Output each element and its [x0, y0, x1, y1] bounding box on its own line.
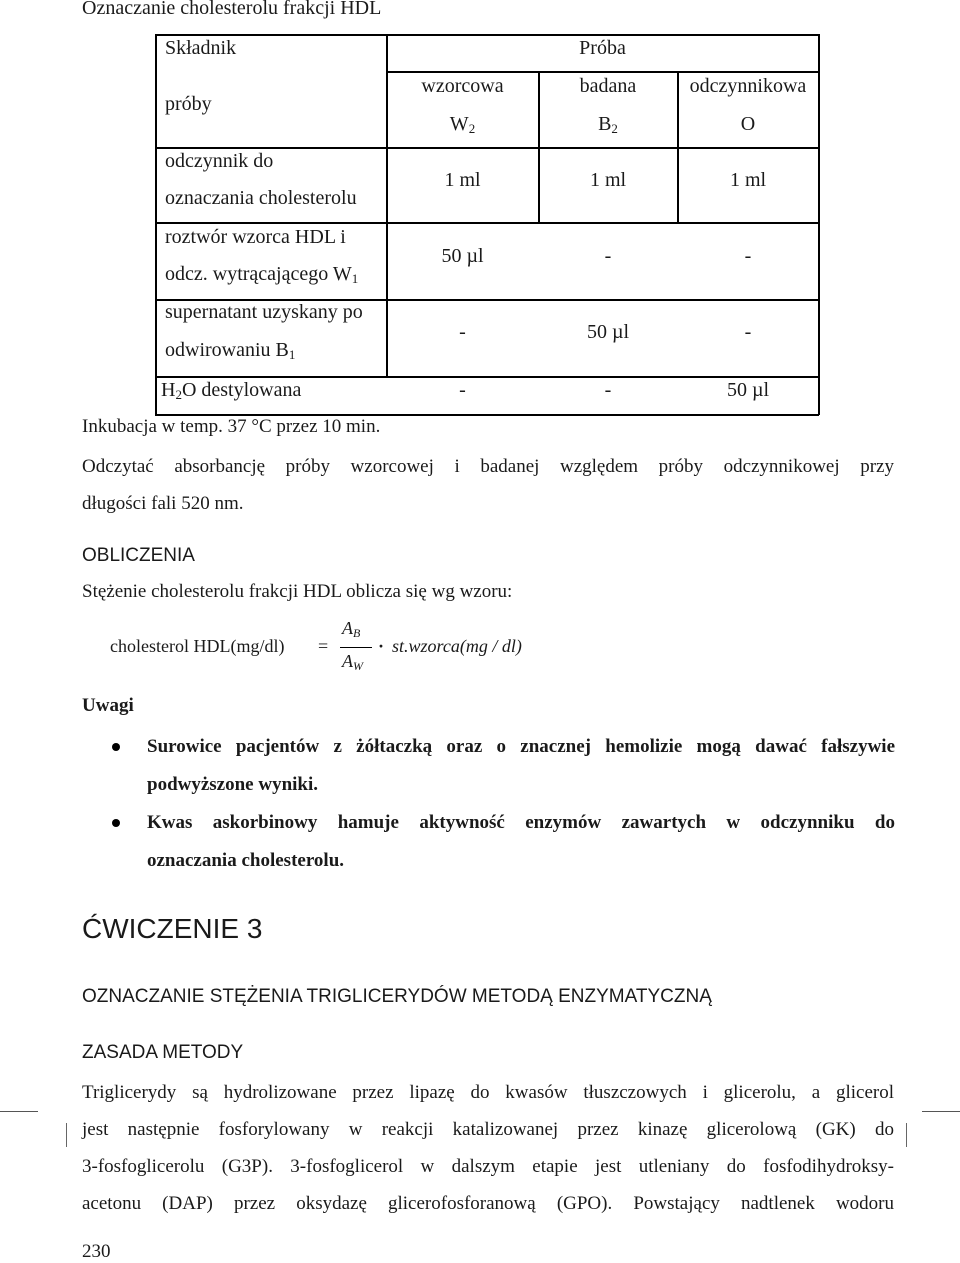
sample-col-code: O [740, 113, 756, 135]
notes-heading: Uwagi [82, 695, 134, 716]
formula-lhs: cholesterol HDL(mg/dl) [110, 636, 285, 656]
bullet-icon [112, 819, 120, 827]
text-line: Triglicerydy są hydrolizowane przez lipazę do kwasów tłuszczowych i glicerolu, a glicerol [82, 1082, 894, 1103]
table-cell: 50 µl [726, 379, 770, 401]
page-number: 230 [82, 1241, 111, 1262]
exercise-subtitle: OZNACZANIE STĘŻENIA TRIGLICERYDÓW METODĄ ENZYMATYCZNĄ [82, 986, 712, 1007]
notes-list [110, 728, 895, 880]
bullet-icon [112, 743, 120, 751]
principle-heading: ZASADA METODY [82, 1042, 244, 1063]
text-line: podwyższone wyniki. [147, 774, 319, 795]
table-cell: - [459, 321, 466, 343]
reagent-table [155, 34, 819, 415]
row-label: odcz. wytrącającego $W_1$ [165, 263, 359, 286]
calc-intro: Stężenie cholesterolu frakcji HDL oblicza się wg wzoru: [82, 581, 513, 602]
list-item [110, 804, 895, 880]
fraction-bar [340, 647, 372, 648]
principle-paragraph [82, 1074, 894, 1222]
table-cell: - [459, 379, 466, 401]
list-item [110, 728, 895, 804]
table-cell: 1 ml [444, 169, 481, 191]
row-label: odwirowaniu $B_1$ [165, 339, 296, 362]
hdl-formula [108, 618, 668, 684]
row-label: odczynnik do [165, 150, 274, 172]
section-title: Oznaczanie cholesterolu frakcji HDL [82, 0, 382, 19]
sample-col-name: badana [579, 75, 637, 97]
table-cell: 1 ml [589, 169, 627, 191]
incubation-text: Inkubacja w temp. 37 °C przez 10 min. [82, 416, 381, 437]
margin-rule-right [922, 1111, 960, 1112]
row-label: oznaczania cholesterolu [165, 187, 357, 209]
sample-col-name: odczynnikowa [689, 75, 807, 97]
table-cell: 50 µl [441, 245, 484, 267]
formula-dot: · [378, 636, 385, 656]
header-sample: Próba [579, 37, 626, 59]
margin-tick-right [906, 1123, 907, 1147]
text-line: acetonu (DAP) przez oksydazę glicerofosforanową (GPO). Powstający nadtlenek wodoru [82, 1193, 894, 1214]
table-cell: 1 ml [729, 169, 767, 191]
margin-rule-left [0, 1111, 38, 1112]
sample-col-code: $W_2$ [449, 113, 476, 136]
row-label: roztwór wzorca HDL i [165, 226, 346, 248]
calc-heading: OBLICZENIA [82, 545, 195, 566]
table-cell: - [604, 379, 612, 401]
sample-col-name: wzorcowa [421, 75, 504, 97]
formula-rhs: st.wzorca(mg / dl) [392, 636, 522, 656]
read-instruction [82, 448, 894, 522]
header-component-2: próby [165, 93, 212, 115]
table-cell: - [744, 321, 752, 343]
exercise-title: ĆWICZENIE 3 [82, 913, 263, 944]
row-label: supernatant uzyskany po [165, 301, 363, 323]
margin-tick-left [66, 1123, 67, 1147]
table-cell: - [744, 245, 752, 267]
table-cell: 50 µl [586, 321, 630, 343]
header-component: Składnik [165, 37, 237, 59]
text-line: 3-fosfoglicerolu (G3P). 3-fosfoglicerol w dalszym etapie jest utleniany do fosfodihydroksy- [82, 1156, 894, 1177]
formula-denominator: $A_W$ [342, 651, 363, 673]
text-line: długości fali 520 nm. [82, 493, 244, 514]
text-line: Kwas askorbinowy hamuje aktywność enzymów zawartych w odczynniku do [147, 812, 895, 833]
text-line: oznaczania cholesterolu. [147, 850, 345, 871]
table-cell: - [604, 245, 612, 267]
formula-equals: = [318, 636, 329, 656]
row-label: $H_2O$ destylowana [161, 379, 302, 402]
sample-col-code: $B_2$ [598, 113, 618, 136]
formula-numerator: $A_B$ [342, 618, 361, 640]
text-line: Odczytać absorbancję próby wzorcowej i badanej względem próby odczynnikowej przy [82, 456, 894, 477]
text-line: jest następnie fosforylowany w reakcji katalizowanej przez kinazę glicerolową (GK) do [82, 1119, 894, 1140]
text-line: Surowice pacjentów z żółtaczką oraz o znacznej hemolizie mogą dawać fałszywie [147, 736, 895, 757]
